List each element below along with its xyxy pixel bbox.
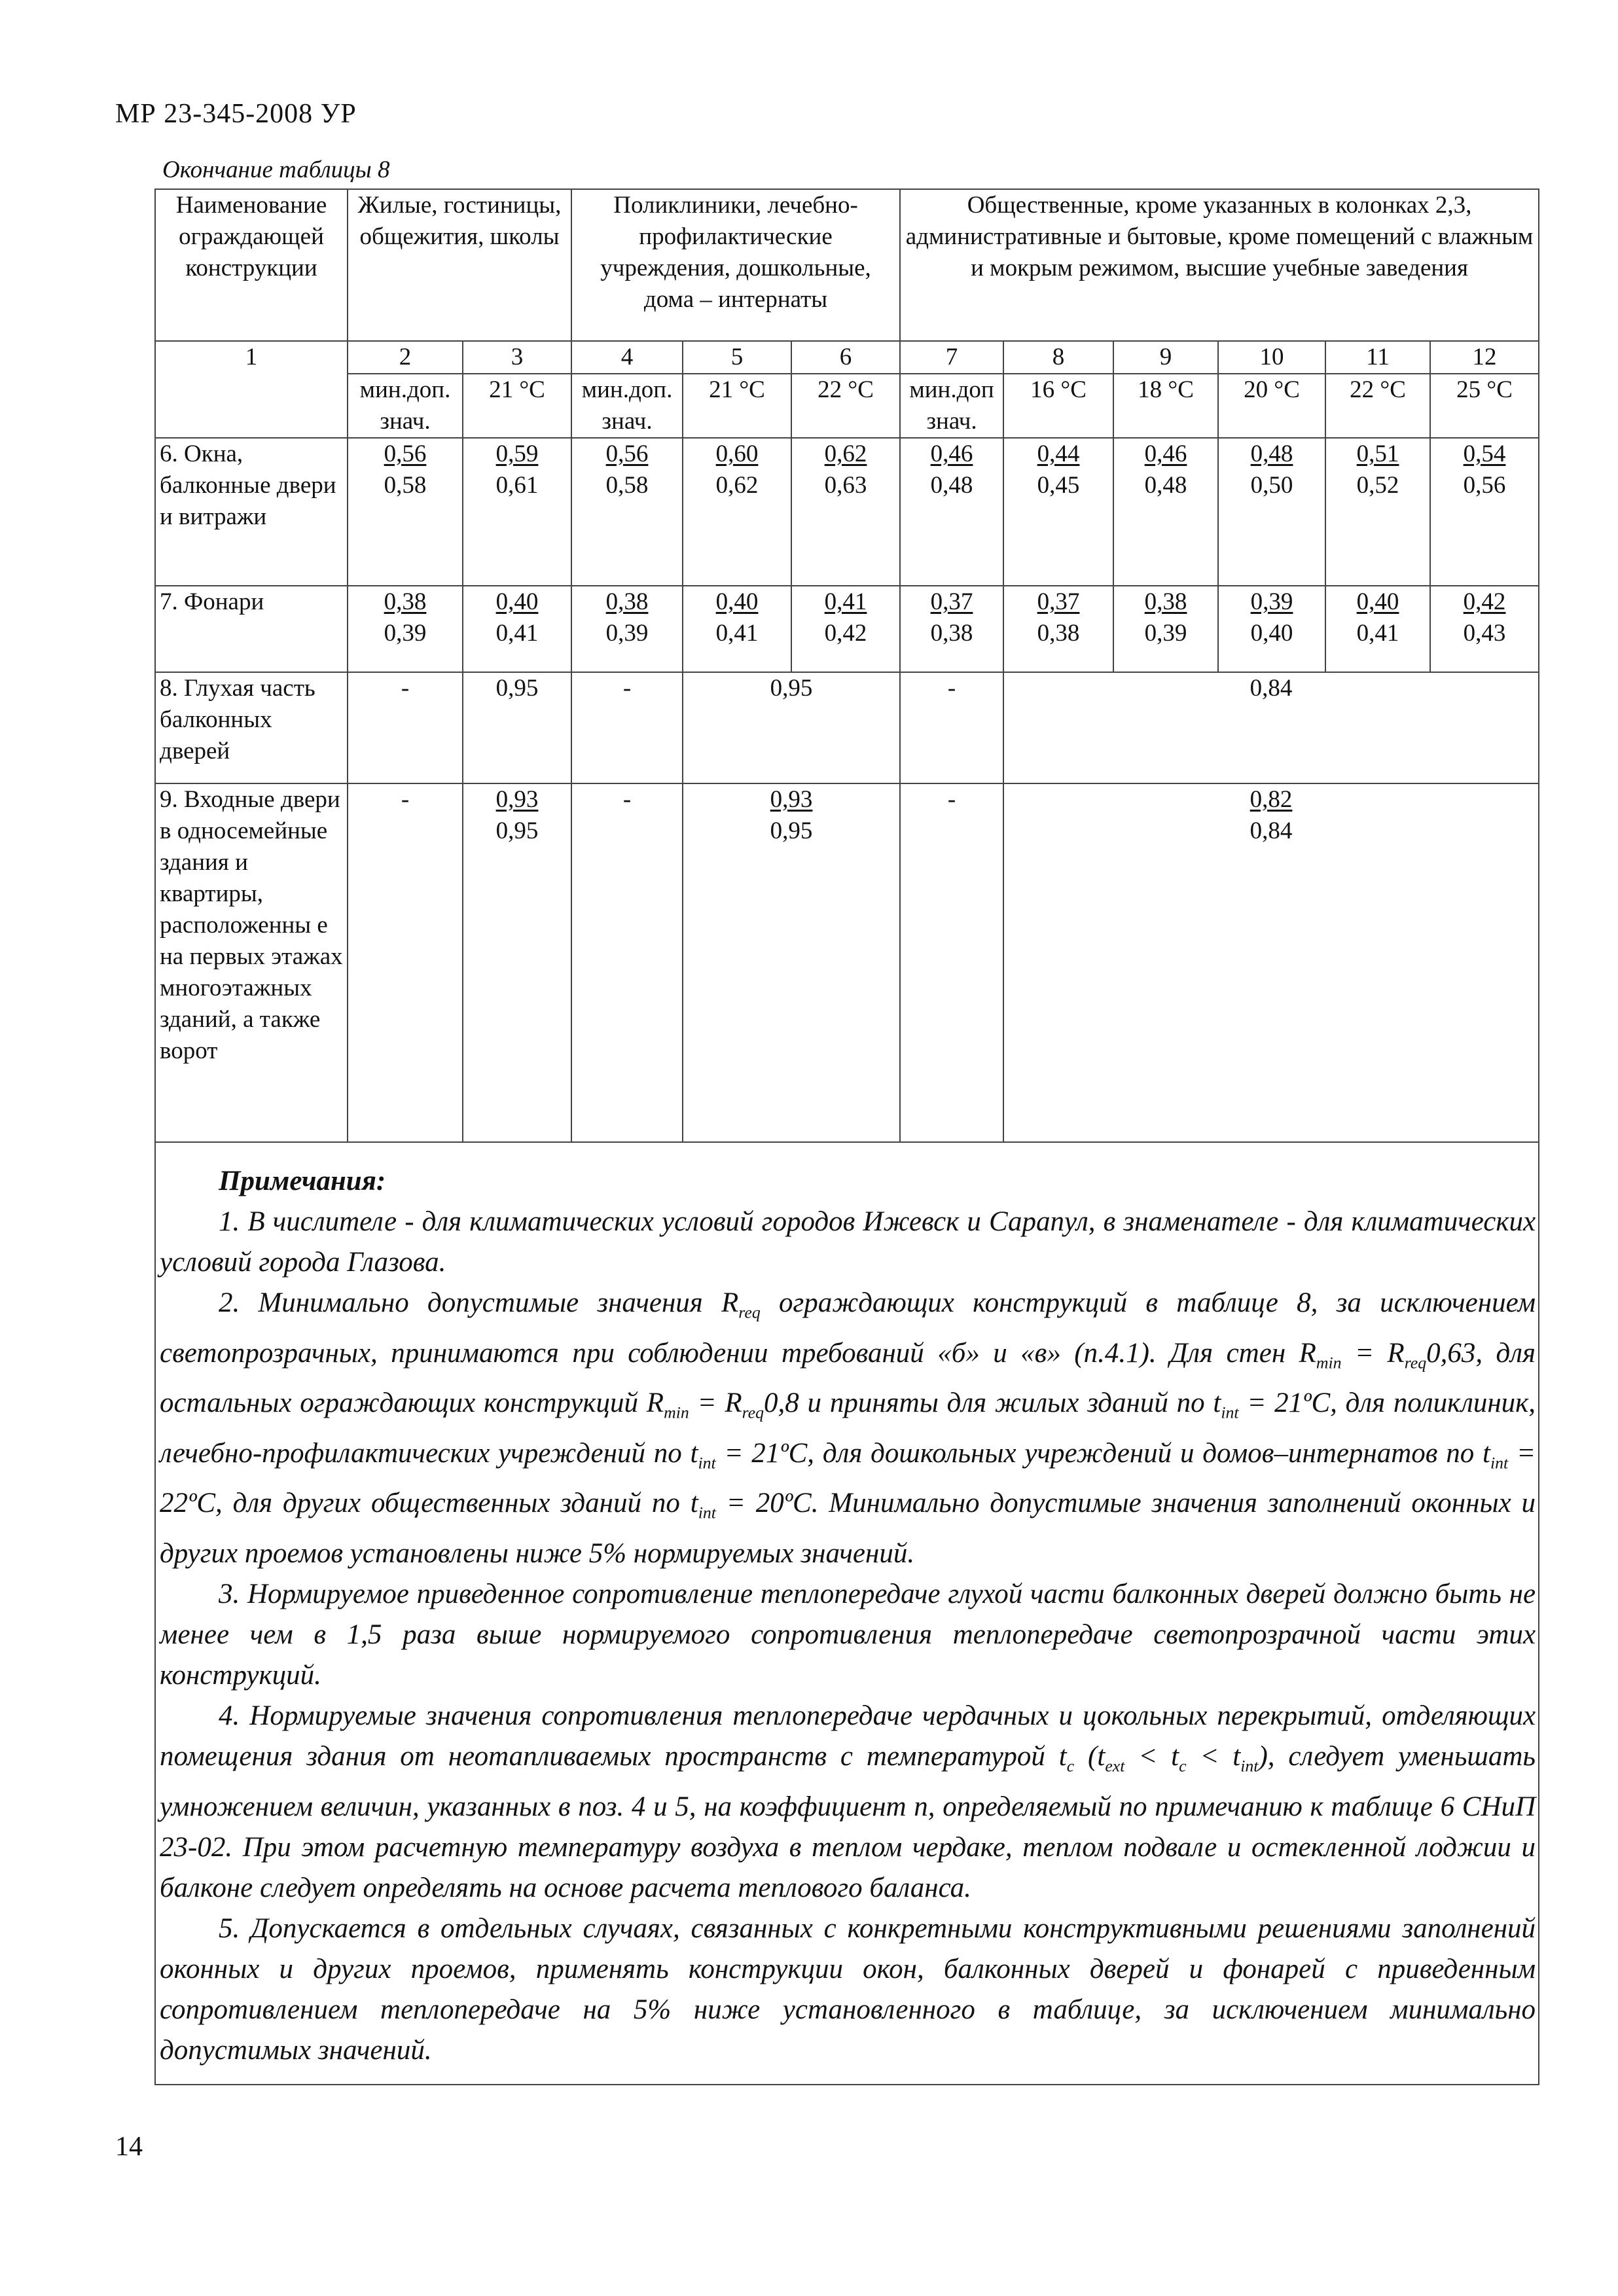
denominator: 0,41 bbox=[1356, 620, 1399, 647]
value-cell bbox=[463, 438, 571, 586]
numerator: 0,46 bbox=[930, 440, 973, 467]
value-cell bbox=[571, 586, 683, 672]
denominator: 0,39 bbox=[605, 620, 649, 647]
numerator: 0,59 bbox=[495, 440, 539, 467]
denominator: 0,41 bbox=[495, 620, 539, 647]
value-cell: - bbox=[348, 672, 463, 783]
notes bbox=[160, 1161, 1536, 2071]
note-2: 2. Минимально допустимые значения $R_{req}$ ограждающих конструкций в таблице 8, за исключением светопрозрачных, принимаются при соблюдении требований «б» и «в» (п.4.1). Для стен $R_{min} = R_{req}0,63$, для остальных ограждающих конструкций $R_{min} = R_{req}0,8$ и приняты для жилых зданий по $t_{int}$ = 21ºС, для поликлиник, лечебно-профилактических учреждений по $t_{int}$ = 21ºС, для дошкольных учреждений и домов–интернатов по $t_{int}$ = 22ºС, для других общественных зданий по $t_{int}$ = 20ºС. Минимально допустимые значения заполнений оконных и других проемов установлены ниже 5% нормируемых значений. bbox=[160, 1287, 1536, 1569]
value-cell bbox=[571, 438, 683, 586]
denominator: 0,95 bbox=[770, 817, 813, 844]
numerator: 0,51 bbox=[1356, 440, 1399, 467]
denominator: 0,45 bbox=[1037, 472, 1080, 499]
numerator: 0,56 bbox=[384, 440, 427, 467]
col-subheader: мин.доп. знач. bbox=[348, 374, 463, 438]
numerator: 0,40 bbox=[1356, 588, 1399, 615]
value-cell bbox=[1003, 783, 1539, 1142]
header-construction-name: Наименование ограждающей конструкции bbox=[155, 189, 348, 341]
value-cell bbox=[791, 438, 900, 586]
notes-cell bbox=[155, 1142, 1539, 2085]
value-cell: - bbox=[900, 672, 1003, 783]
value-cell bbox=[1113, 438, 1218, 586]
table-header-row bbox=[155, 189, 1539, 341]
numerator: 0,44 bbox=[1037, 440, 1080, 467]
denominator: 0,38 bbox=[1037, 620, 1080, 647]
denominator: 0,39 bbox=[1144, 620, 1187, 647]
value-cell bbox=[1003, 438, 1113, 586]
numerator: 0,37 bbox=[1037, 588, 1080, 615]
value-cell bbox=[1325, 438, 1430, 586]
value-cell: - bbox=[571, 783, 683, 1142]
denominator: 0,39 bbox=[384, 620, 427, 647]
value-cell: - bbox=[571, 672, 683, 783]
col-subheader: мин.доп. знач. bbox=[571, 374, 683, 438]
numerator: 0,54 bbox=[1463, 440, 1506, 467]
denominator: 0,42 bbox=[824, 620, 867, 647]
notes-row bbox=[155, 1142, 1539, 2085]
col-number: 1 bbox=[155, 341, 348, 438]
col-subheader: 22 °C bbox=[1325, 374, 1430, 438]
numerator: 0,39 bbox=[1250, 588, 1293, 615]
denominator: 0,63 bbox=[824, 472, 867, 499]
denominator: 0,95 bbox=[495, 817, 539, 844]
numerator: 0,38 bbox=[605, 588, 649, 615]
col-number: 10 bbox=[1218, 341, 1325, 374]
value-cell bbox=[900, 438, 1003, 586]
column-number-row bbox=[155, 341, 1539, 374]
col-number: 11 bbox=[1325, 341, 1430, 374]
table-row bbox=[155, 438, 1539, 586]
value-cell bbox=[348, 438, 463, 586]
value-cell: 0,95 bbox=[683, 672, 900, 783]
col-subheader: 21 °C bbox=[463, 374, 571, 438]
col-number: 7 bbox=[900, 341, 1003, 374]
numerator: 0,38 bbox=[384, 588, 427, 615]
value-cell bbox=[1113, 586, 1218, 672]
value-cell: - bbox=[348, 783, 463, 1142]
numerator: 0,93 bbox=[770, 786, 813, 813]
value-cell: 0,95 bbox=[463, 672, 571, 783]
numerator: 0,46 bbox=[1144, 440, 1187, 467]
numerator: 0,37 bbox=[930, 588, 973, 615]
denominator: 0,48 bbox=[930, 472, 973, 499]
col-subheader: 20 °C bbox=[1218, 374, 1325, 438]
numerator: 0,48 bbox=[1250, 440, 1293, 467]
col-number: 8 bbox=[1003, 341, 1113, 374]
denominator: 0,58 bbox=[605, 472, 649, 499]
denominator: 0,40 bbox=[1250, 620, 1293, 647]
value-cell bbox=[1430, 586, 1539, 672]
denominator: 0,41 bbox=[715, 620, 759, 647]
value-cell bbox=[791, 586, 900, 672]
denominator: 0,48 bbox=[1144, 472, 1187, 499]
row-name: 6. Окна, балконные двери и витражи bbox=[155, 438, 348, 586]
header-public: Общественные, кроме указанных в колонках 2,3, административные и бытовые, кроме помещений с влажным и мокрым режимом, высшие учебные заведения bbox=[900, 189, 1539, 341]
denominator: 0,61 bbox=[495, 472, 539, 499]
col-subheader: 18 °C bbox=[1113, 374, 1218, 438]
value-cell bbox=[348, 586, 463, 672]
table-row bbox=[155, 783, 1539, 1142]
numerator: 0,62 bbox=[824, 440, 867, 467]
denominator: 0,43 bbox=[1463, 620, 1506, 647]
document-code: МР 23-345-2008 УР bbox=[115, 99, 357, 129]
note-5: 5. Допускается в отдельных случаях, связанных с конкретными конструктивными решениями заполнений оконных и других проемов, применять конструкции окон, балконных дверей и фонарей с приведенным сопротивлением теплопередаче на 5% ниже установленного в таблице, за исключением минимально допустимых значений. bbox=[160, 1912, 1536, 2066]
numerator: 0,40 bbox=[715, 588, 759, 615]
table-8-continuation bbox=[154, 188, 1538, 2085]
denominator: 0,84 bbox=[1249, 817, 1293, 844]
value-cell bbox=[900, 586, 1003, 672]
col-subheader: 16 °C bbox=[1003, 374, 1113, 438]
denominator: 0,52 bbox=[1356, 472, 1399, 499]
col-number: 2 bbox=[348, 341, 463, 374]
numerator: 0,41 bbox=[824, 588, 867, 615]
col-number: 5 bbox=[683, 341, 791, 374]
value-cell bbox=[1003, 586, 1113, 672]
col-subheader: 21 °C bbox=[683, 374, 791, 438]
col-number: 6 bbox=[791, 341, 900, 374]
col-subheader: 22 °C bbox=[791, 374, 900, 438]
note-1: 1. В числителе - для климатических условий городов Ижевск и Сарапул, в знаменателе - для климатических условий города Глазова. bbox=[160, 1206, 1536, 1278]
value-cell bbox=[683, 438, 791, 586]
numerator: 0,38 bbox=[1144, 588, 1187, 615]
notes-title: Примечания: bbox=[219, 1166, 386, 1196]
row-name: 7. Фонари bbox=[155, 586, 348, 672]
note-3: 3. Нормируемое приведенное сопротивление теплопередаче глухой части балконных дверей должно быть не менее чем в 1,5 раза выше нормируемого сопротивления теплопередаче светопрозрачной части этих конструкций. bbox=[160, 1578, 1536, 1691]
header-residential: Жилые, гостиницы, общежития, школы bbox=[348, 189, 571, 341]
note-4: 4. Нормируемые значения сопротивления теплопередаче чердачных и цокольных перекрытий, отделяющих помещения здания от неотапливаемых пространств с температурой $t_c$ $(t_{ext} < t_c < t_{int})$, следует уменьшать умножением величин, указанных в поз. 4 и 5, на коэффициент n, определяемый по примечанию к таблице 6 СНиП 23-02. При этом расчетную температуру воздуха в теплом чердаке, теплом подвале и остекленной лоджии и балконе следует определять на основе расчета теплового баланса. bbox=[160, 1700, 1536, 1903]
table bbox=[154, 188, 1539, 2085]
col-number: 3 bbox=[463, 341, 571, 374]
col-subheader: 25 °C bbox=[1430, 374, 1539, 438]
value-cell bbox=[683, 586, 791, 672]
col-number: 12 bbox=[1430, 341, 1539, 374]
value-cell bbox=[463, 783, 571, 1142]
numerator: 0,56 bbox=[605, 440, 649, 467]
table-row bbox=[155, 586, 1539, 672]
row-name: 8. Глухая часть балконных дверей bbox=[155, 672, 348, 783]
value-cell bbox=[683, 783, 900, 1142]
page-number: 14 bbox=[115, 2132, 143, 2162]
value-cell: 0,84 bbox=[1003, 672, 1539, 783]
value-cell bbox=[1218, 586, 1325, 672]
table-row bbox=[155, 672, 1539, 783]
row-name: 9. Входные двери в односемейные здания и квартиры, расположенны е на первых этажах многоэтажных зданий, а также ворот bbox=[155, 783, 348, 1142]
col-subheader: мин.доп знач. bbox=[900, 374, 1003, 438]
value-cell bbox=[1218, 438, 1325, 586]
header-clinics: Поликлиники, лечебно-профилактические учреждения, дошкольные, дома – интернаты bbox=[571, 189, 900, 341]
numerator: 0,93 bbox=[495, 786, 539, 813]
denominator: 0,58 bbox=[384, 472, 427, 499]
value-cell bbox=[463, 586, 571, 672]
denominator: 0,62 bbox=[715, 472, 759, 499]
value-cell bbox=[1430, 438, 1539, 586]
numerator: 0,60 bbox=[715, 440, 759, 467]
col-number: 4 bbox=[571, 341, 683, 374]
denominator: 0,56 bbox=[1463, 472, 1506, 499]
value-cell: - bbox=[900, 783, 1003, 1142]
denominator: 0,38 bbox=[930, 620, 973, 647]
denominator: 0,50 bbox=[1250, 472, 1293, 499]
numerator: 0,82 bbox=[1249, 786, 1293, 813]
column-subheader-row bbox=[155, 374, 1539, 438]
value-cell bbox=[1325, 586, 1430, 672]
table-caption: Окончание таблицы 8 bbox=[162, 156, 390, 183]
numerator: 0,42 bbox=[1463, 588, 1506, 615]
numerator: 0,40 bbox=[495, 588, 539, 615]
col-number: 9 bbox=[1113, 341, 1218, 374]
